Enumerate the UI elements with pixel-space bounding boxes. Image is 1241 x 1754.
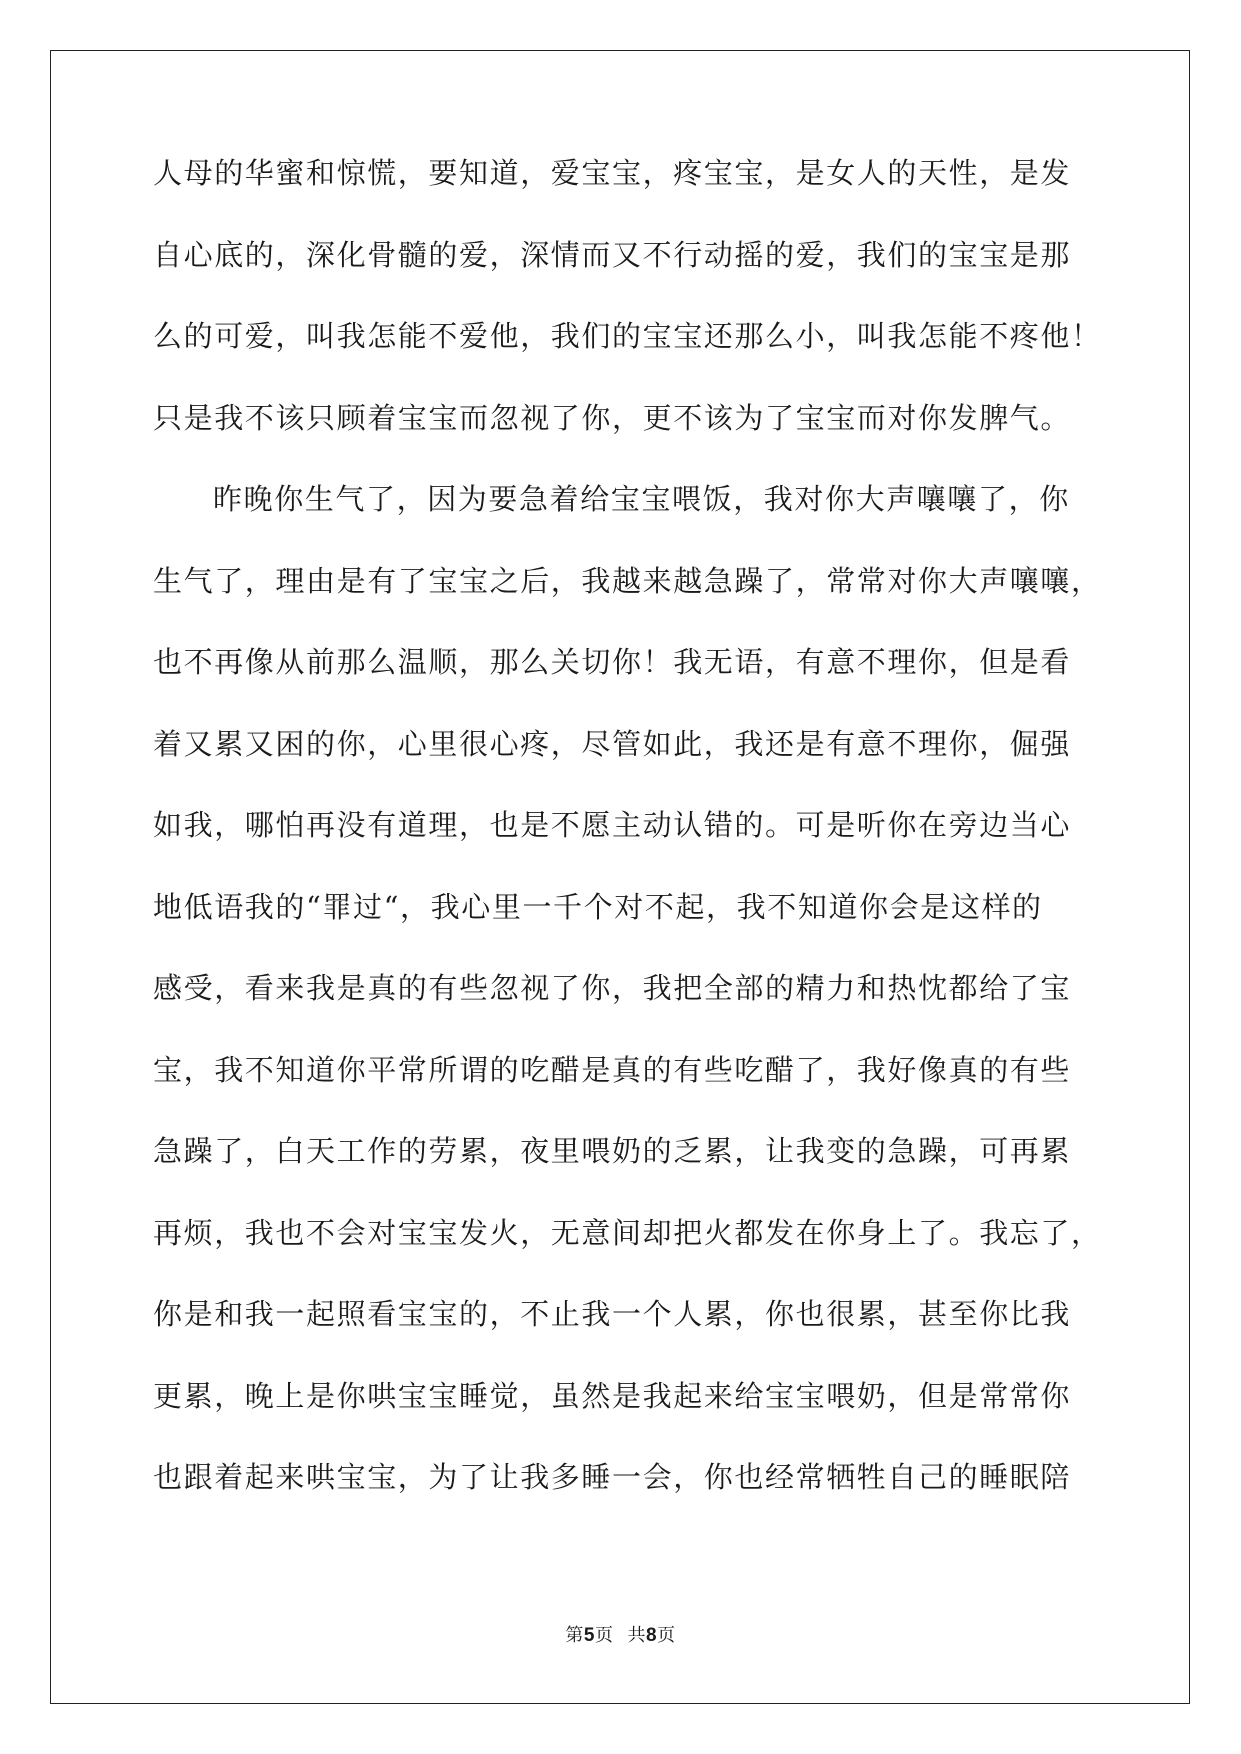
text-line: 人母的华蜜和惊慌，要知道，爱宝宝，疼宝宝，是女人的天性，是发 — [153, 156, 1072, 190]
total-label-suffix: 页 — [657, 1625, 676, 1646]
page-footer — [0, 1621, 1241, 1647]
text-line: 如我，哪怕再没有道理，也是不愿主动认错的。可是听你在旁边当心 — [153, 808, 1072, 842]
text-line: 生气了，理由是有了宝宝之后，我越来越急躁了，常常对你大声嚷嚷， — [153, 563, 1102, 598]
paragraph-first-line: 昨晚你生气了，因为要急着给宝宝喂饭，我对你大声嚷嚷了，你 — [213, 482, 1070, 516]
text-line: 也不再像从前那么温顺，那么关切你！我无语，有意不理你，但是看 — [153, 645, 1072, 679]
text-line: 只是我不该只顾着宝宝而忽视了你，更不该为了宝宝而对你发脾气。 — [153, 400, 1072, 435]
text-line: 更累，晚上是你哄宝宝睡觉，虽然是我起来给宝宝喂奶，但是常常你 — [153, 1378, 1072, 1413]
text-line: 着又累又困的你，心里很心疼，尽管如此，我还是有意不理你，倔强 — [153, 726, 1072, 761]
total-label-prefix: 共 — [627, 1625, 646, 1646]
total-page-count: 8 — [646, 1625, 658, 1646]
text-line: 宝，我不知道你平常所谓的吃醋是真的有些吃醋了，我好像真的有些 — [153, 1052, 1072, 1087]
text-line: 自心底的，深化骨髓的爱，深情而又不行动摇的爱，我们的宝宝是那 — [153, 237, 1072, 272]
text-line: 感受，看来我是真的有些忽视了你，我把全部的精力和热忱都给了宝 — [153, 971, 1072, 1005]
current-page-number: 5 — [583, 1625, 595, 1646]
text-line: 再烦，我也不会对宝宝发火，无意间却把火都发在你身上了。我忘了， — [153, 1215, 1102, 1250]
text-line: 你是和我一起照看宝宝的，不止我一个人累，你也很累，甚至你比我 — [153, 1297, 1072, 1331]
text-line: 急躁了，白天工作的劳累，夜里喂奶的乏累，让我变的急躁，可再累 — [153, 1134, 1072, 1168]
text-line: 地低语我的“罪过“，我心里一千个对不起，我不知道你会是这样的 — [153, 889, 1043, 924]
page-label-suffix: 页 — [595, 1625, 614, 1646]
page-label-prefix: 第 — [565, 1625, 584, 1646]
text-line: 也跟着起来哄宝宝，为了让我多睡一会，你也经常牺牲自己的睡眠陪 — [153, 1460, 1072, 1494]
text-line: 么的可爱，叫我怎能不爱他，我们的宝宝还那么小，叫我怎能不疼他！ — [153, 319, 1102, 353]
document-body — [153, 156, 1102, 1544]
